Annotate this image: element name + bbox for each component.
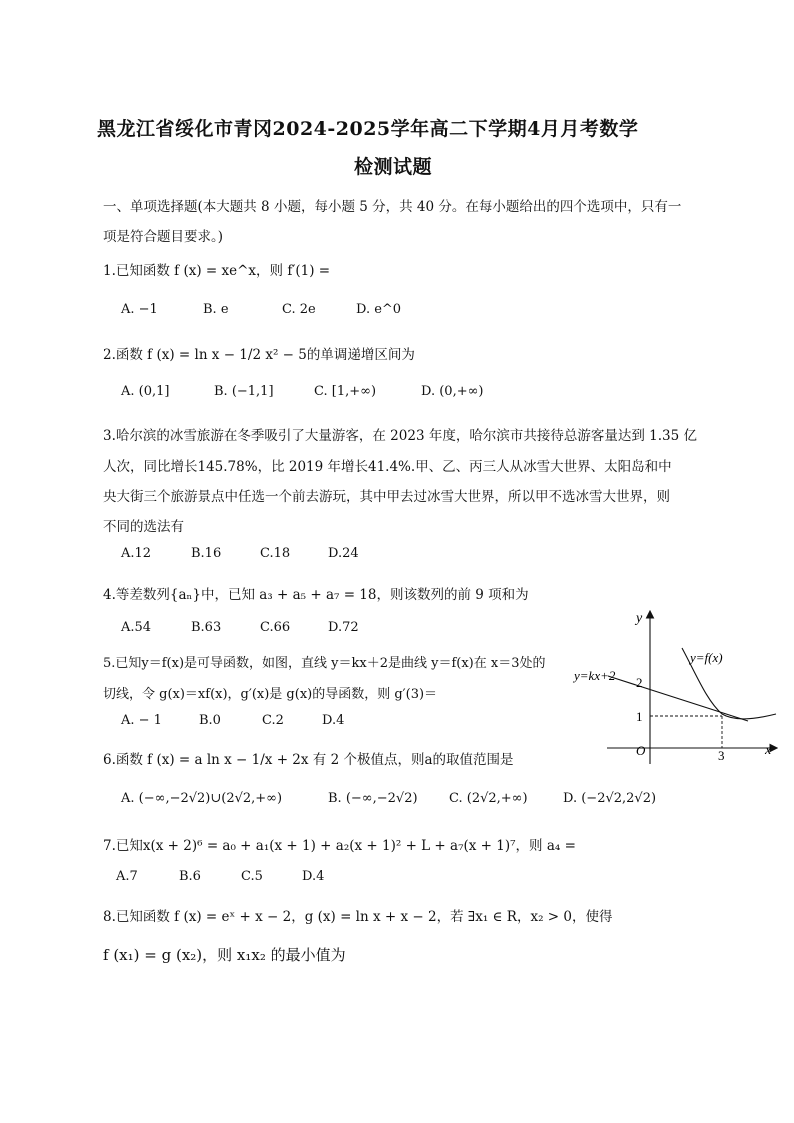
figure-curve-label: y=f(x): [690, 650, 723, 665]
question-4-option-a[interactable]: A.54: [121, 620, 152, 635]
question-2-option-a[interactable]: A. (0,1]: [121, 384, 170, 399]
question-4-stem: 4.等差数列{aₙ}中，已知 a₃ + a₅ + a₇ = 18，则该数列的前 9 项和为: [103, 587, 529, 603]
question-3-option-d[interactable]: D.24: [328, 546, 359, 561]
figure-y-axis-label: y: [636, 611, 643, 626]
question-3-stem-line4: 不同的选法有: [103, 519, 184, 535]
question-8-stem-line1: 8.已知函数 f (x) = eˣ + x − 2，g (x) = ln x + x − 2，若 ∃x₁ ∈ R，x₂ > 0，使得: [103, 909, 613, 925]
figure-tick-y-2: 2: [636, 675, 643, 690]
question-2-option-d[interactable]: D. (0,+∞): [421, 384, 484, 399]
question-4-option-d[interactable]: D.72: [328, 620, 359, 635]
question-5-option-a[interactable]: A. − 1: [121, 713, 162, 728]
question-2-option-b[interactable]: B. (−1,1]: [214, 384, 274, 399]
question-5-stem-line2: 切线，令 g(x)＝xf(x)，g′(x)是 g(x)的导函数，则 g′(3)＝: [103, 687, 438, 702]
question-5-stem-line1: 5.已知y＝f(x)是可导函数，如图，直线 y＝kx＋2是曲线 y＝f(x)在 x＝3处的: [103, 656, 546, 671]
question-4-option-b[interactable]: B.63: [191, 620, 222, 635]
figure-line-label: y=kx+2: [574, 668, 616, 683]
question-6-stem: 6.函数 f (x) = a ln x − 1/x + 2x 有 2 个极值点，则a的取值范围是: [103, 752, 514, 768]
question-7-option-c[interactable]: C.5: [241, 869, 263, 884]
question-6-option-b[interactable]: B. (−∞,−2√2): [328, 791, 418, 806]
question-3-option-b[interactable]: B.16: [191, 546, 222, 561]
question-1-option-c[interactable]: C. 2e: [282, 302, 316, 317]
question-5-option-b[interactable]: B.0: [199, 713, 221, 728]
question-3-stem-line1: 3.哈尔滨的冰雪旅游在冬季吸引了大量游客，在 2023 年度，哈尔滨市共接待总游客量达到 1.35 亿: [103, 428, 697, 444]
question-2-stem: 2.函数 f (x) = ln x − 1/2 x² − 5的单调递增区间为: [103, 347, 415, 363]
question-3-stem-line3: 央大街三个旅游景点中任选一个前去游玩，其中甲去过冰雪大世界，所以甲不选冰雪大世界，则: [103, 489, 670, 505]
figure-origin-label: O: [636, 743, 646, 758]
question-6-option-a[interactable]: A. (−∞,−2√2)∪(2√2,+∞): [121, 791, 283, 806]
question-6-option-d[interactable]: D. (−2√2,2√2): [563, 791, 657, 806]
question-1-option-d[interactable]: D. e^0: [356, 302, 402, 317]
figure-tangent-line: [608, 676, 748, 721]
question-7-option-a[interactable]: A.7: [116, 869, 138, 884]
question-3-option-a[interactable]: A.12: [121, 546, 152, 561]
question-1-option-a[interactable]: A. −1: [121, 302, 158, 317]
question-3-stem-line2: 人次，同比增长145.78%，比 2019 年增长41.4%.甲、乙、丙三人从冰雪大世界、太阳岛和中: [103, 459, 672, 475]
figure-x-axis-label: x: [765, 743, 772, 758]
document-title-line1: 黑龙江省绥化市青冈2024-2025学年高二下学期4月月考数学: [97, 118, 639, 140]
document-title-line2: 检测试题: [354, 156, 433, 178]
figure-tick-y-1: 1: [636, 709, 643, 724]
figure-tick-x-3: 3: [718, 748, 725, 763]
section-instructions-line2: 项是符合题目要求。): [103, 229, 224, 245]
question-3-option-c[interactable]: C.18: [260, 546, 291, 561]
question-5-option-c[interactable]: C.2: [262, 713, 284, 728]
question-1-stem: 1.已知函数 f (x) = xe^x，则 f′(1) =: [103, 263, 331, 279]
question-1-option-b[interactable]: B. e: [203, 302, 229, 317]
question-7-option-d[interactable]: D.4: [302, 869, 325, 884]
question-8-stem-line2: f (x₁) = g (x₂)，则 x₁x₂ 的最小值为: [103, 946, 346, 964]
question-7-option-b[interactable]: B.6: [179, 869, 201, 884]
question-5-option-d[interactable]: D.4: [322, 713, 345, 728]
section-instructions-line1: 一、单项选择题(本大题共 8 小题，每小题 5 分，共 40 分。在每小题给出的四个选项中，只有一: [103, 199, 682, 215]
tangent-line-figure: [572, 606, 784, 768]
question-4-option-c[interactable]: C.66: [260, 620, 291, 635]
question-2-option-c[interactable]: C. [1,+∞): [314, 384, 377, 399]
question-7-stem: 7.已知x(x + 2)⁶ = a₀ + a₁(x + 1) + a₂(x + 1)² + L + a₇(x + 1)⁷，则 a₄ =: [103, 838, 576, 854]
question-6-option-c[interactable]: C. (2√2,+∞): [449, 791, 528, 806]
